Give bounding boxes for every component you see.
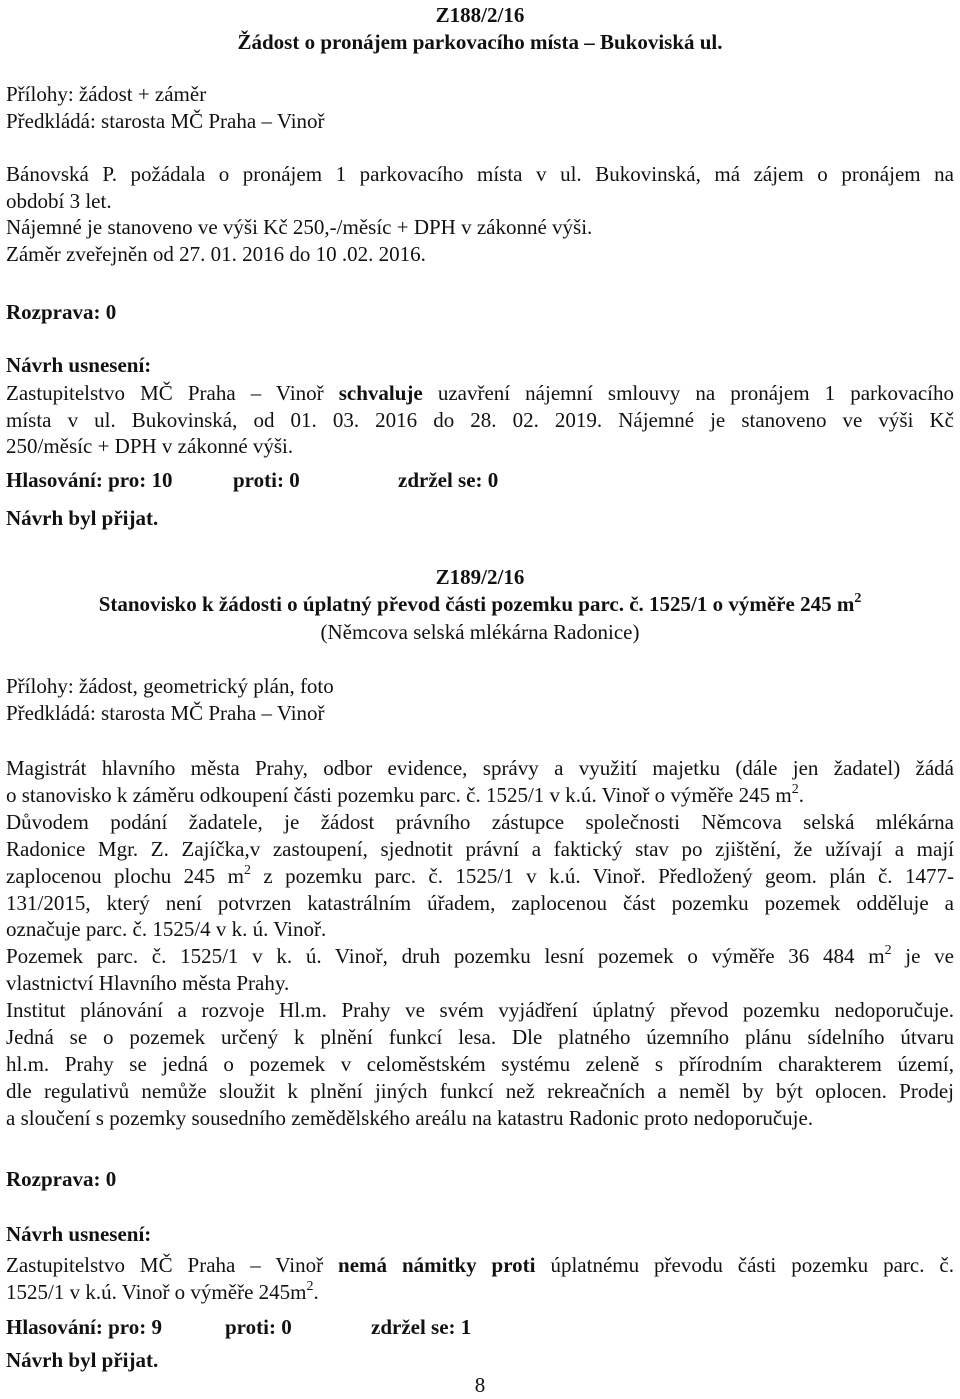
item2-subtitle: (Němcova selská mlékárna Radonice): [320, 620, 640, 644]
item2-attachments: Přílohy: žádost, geometrický plán, foto: [6, 674, 334, 698]
item1-resolution-line2: místa v ul. Bukovinská, od 01. 03. 2016 do 28. 02. 2019. Nájemné je stanoveno ve výši Kč: [6, 407, 954, 432]
item1-debate: Rozprava: 0: [6, 300, 117, 324]
vote-against: proti: 0: [225, 1315, 292, 1339]
item2-body-line: zaplocenou plochu 245 $m^2$ z pozemku parc. č. 1525/1 v k.ú. Vinoř. Předložený geom. plán č. 1477-: [6, 862, 954, 888]
vote-against: proti: 0: [233, 468, 300, 492]
item1-title: Žádost o pronájem parkovacího místa – Bukoviská ul.: [237, 29, 723, 54]
item2-body-line: Radonice Mgr. Z. Zajíčka,v zastoupení, sjednotit právní a faktický stav po zjištění, že užívají a mají: [6, 836, 954, 861]
item2-body-line: dle regulativů nemůže sloužit k plnění jiných funkcí než rekreačních a neměl by být oplocen. Prodej: [6, 1078, 954, 1103]
item1-body: [6, 161, 954, 267]
item2-resolution: [6, 1252, 954, 1305]
item2-submitter: Předkládá: starosta MČ Praha – Vinoř: [6, 700, 325, 725]
item2-body-line: 131/2015, který není potvrzen katastrálním úřadem, zaplocenou část pozemku pozemek odděluje a: [6, 890, 954, 915]
item1-meta: [6, 81, 954, 134]
item2-body-line: Jedná se o pozemek určený k plnění funkcí lesa. Dle platného územního plánu sídelního útvaru: [6, 1025, 954, 1050]
item1-body-line: období 3 let.: [6, 188, 112, 213]
item1-body-line: Nájemné je stanoveno ve výši Kč 250,-/měsíc + DPH v zákonné výši.: [6, 215, 593, 239]
item2-title: Stanovisko k žádosti o úplatný převod části pozemku parc. č. 1525/1 o výměře 245 $m^2$: [98, 590, 862, 616]
vote-for: Hlasování: pro: 10: [6, 468, 173, 492]
item2-resolution-line1: Zastupitelstvo MČ Praha – Vinoř nemá námitky proti úplatnému převodu části pozemku parc. č.: [6, 1253, 954, 1277]
item1-resolution: [6, 380, 954, 460]
item2-body-line: Magistrát hlavního města Prahy, odbor evidence, správy a využití majetku (dále jen žadatel) žádá: [6, 756, 954, 780]
item2-debate: Rozprava: 0: [6, 1167, 117, 1191]
item1-code: Z188/2/16: [435, 3, 525, 27]
item2-resolution-verb: nemá námitky proti: [338, 1253, 536, 1277]
item1-body-line: Záměr zveřejněn od 27. 01. 2016 do 10 .02. 2016.: [6, 241, 426, 266]
item2-meta: [6, 673, 954, 726]
item1-body-line: Bánovská P. požádala o pronájem 1 parkovacího místa v ul. Bukovinská, má zájem o pronájem na: [6, 162, 954, 186]
item1-submitter: Předkládá: starosta MČ Praha – Vinoř: [6, 108, 325, 133]
item2-body-line: o stanovisko k záměru odkoupení části pozemku parc. č. 1525/1 v k.ú. Vinoř o výměře 245 $m^2$.: [6, 781, 804, 807]
vote-for: Hlasování: pro: 9: [6, 1315, 162, 1339]
item1-attachments: Přílohy: žádost + záměr: [6, 82, 207, 106]
item1-vote: [6, 467, 954, 494]
item2-vote: [6, 1314, 954, 1341]
item2-body-line: vlastnictví Hlavního města Prahy.: [6, 971, 290, 996]
item2-body-line: Pozemek parc. č. 1525/1 v k. ú. Vinoř, druh pozemku lesní pozemek o výměře 36 484 $m^2$ je ve: [6, 943, 954, 969]
item2-proposal-heading: Návrh usnesení:: [6, 1222, 152, 1246]
item2-body-line: a sloučení s pozemky sousedního zemědělského areálu na katastru Radonic proto nedoporučuje.: [6, 1105, 814, 1130]
item1-result: Návrh byl přijat.: [6, 506, 159, 530]
item2-code: Z189/2/16: [435, 565, 525, 589]
item2-header: [6, 564, 954, 617]
item2-body-line: hl.m. Prahy se jedná o pozemek v celoměstském systému zeleně s přírodním charakterem území,: [6, 1051, 954, 1076]
vote-abstain: zdržel se: 1: [371, 1315, 472, 1339]
item2-body-line: Institut plánování a rozvoje Hl.m. Prahy ve svém vyjádření úplatný převod pozemku nedoporučuje.: [6, 998, 954, 1023]
item1-header: [6, 2, 954, 55]
item1-resolution-line1: Zastupitelstvo MČ Praha – Vinoř schvaluje uzavření nájemní smlouvy na pronájem 1 parkovacího: [6, 381, 954, 405]
page-number: 8: [474, 1373, 486, 1397]
item2-body-line: označuje parc. č. 1525/4 v k. ú. Vinoř.: [6, 917, 327, 942]
item1-proposal-heading: Návrh usnesení:: [6, 353, 152, 377]
item2-resolution-line2: 1525/1 v k.ú. Vinoř o výměře $245m^2$.: [6, 1278, 319, 1304]
item2-result: Návrh byl přijat.: [6, 1348, 159, 1372]
item2-body-line: Důvodem podání žadatele, je žádost právního zástupce společnosti Němcova selská mlékárna: [6, 809, 954, 834]
item2-body: [6, 755, 954, 1132]
item1-resolution-verb: schvaluje: [338, 381, 423, 405]
item1-resolution-line3: 250/měsíc + DPH v zákonné výši.: [6, 434, 294, 458]
vote-abstain: zdržel se: 0: [398, 468, 499, 492]
